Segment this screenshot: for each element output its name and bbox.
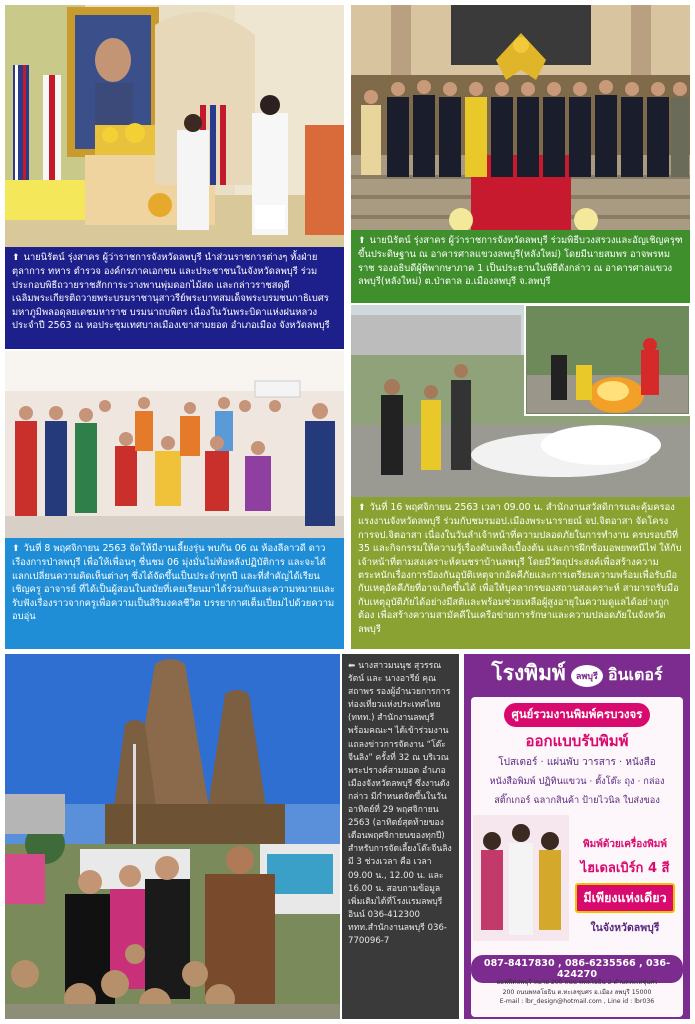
ad-brand-logo: ลพบุรี — [571, 665, 603, 687]
ad-models-photo — [473, 815, 569, 941]
ad-brand-tail: อินเตอร์ — [607, 665, 663, 684]
monkey-temple-illustration — [5, 654, 340, 1019]
fire-drill-illustration — [351, 305, 690, 497]
story3-caption-box — [5, 538, 344, 649]
story4-caption-box — [351, 497, 690, 649]
photo-monkey-temple — [5, 654, 340, 1019]
story3-caption: วันที่ 8 พฤศจิกายน 2563 จัดให้มีงานเลี้ยงรุ่น พบกัน 06 ณ ห้องลีลาวดี ดาวเรืองการป่าลพบุรี เพื่อให้เพื่อนๆ ชื่นชม 06 มุ่งมั่นไม่ท้อหลังปฏิบัติการ และจะได้แลกเปลี่ยนความคิดเห็นต่างๆ ซึ่งได้จัดขึ้นเป็นประจำทุกปี และที่สำคัญได้เรียนเชิญครู อาจารย์ ที่ได้เป็นผู้สอนในสมัยที่เคยเรียนมาได้ร่วมกันและความหมายและรับฟังเรื่องราวจากครูเพื่อความเป็นสิริมงคลชีวิต บรรยากาศเต็มเปี่ยมไปด้วยความอบอุ่น — [12, 543, 336, 623]
arrow-left-icon: ⬅ — [348, 661, 356, 671]
ad-brand-main: โรงพิมพ์ — [491, 660, 566, 685]
story2-caption: นายนิรัตน์ รุ่งสาคร ผู้ว่าราชการจังหวัดลพบุรี ร่วมพิธีบวงสรวงและอัญเชิญครุฑขึ้นประดิษฐาน ณ อาคารศาลแขวงลพบุรี(หลังใหม่) โดยมีนายสมพร อาจพรหมราช รองอธิบดีผู้พิพากษาภาค 1 เป็นประธานในพิธีดังกล่าว ณ อาคารศาลแขวงลพบุรี(หลังใหม่) ต.ป่าตาล อ.เมืองลพบุรี จ.ลพบุรี — [358, 235, 683, 288]
story5-text: นางสาวมนนุช สุวรรณรัตน์ และ นางอารีย์ คุณสถาพร รองผู้อำนวยการการท่องเที่ยวแห่งประเทศไทย (ททท.) สำนักงานลพบุรี พร้อมคณะฯ ได้เข้าร่วมงานแถลงข่าวการจัดงาน “โต๊ะจีนลิง” ครั้งที่ 32 ณ บริเวณพระปรางค์สามยอด อำเภอเมืองจังหวัดลพบุรี ซึ่งงานดังกล่าว มีกำหนดจัดขึ้นในวันอาทิตย์ที่ 29 พฤศจิกายน 2563 (อาทิตย์สุดท้ายของเดือนพฤศจิกายนของทุกปี) สำหรับการจัดเลี้ยงโต๊ะจีนลิงมี 3 ช่วงเวลา คือ เวลา 09.00 น., 12.00 น. และ 16.00 น. สอบถามข้อมูลเพิ่มเติมได้ที่โรงแรมลพบุรีอินน์ 036-412300 ททท.สำนักงานลพบุรี 036-770096-7 — [348, 661, 452, 946]
ad-service-line-3: สติ๊กเกอร์ ฉลากสินค้า ป้ายไวนิล ใบส่งของ — [494, 795, 660, 806]
print-shop-advertisement — [464, 654, 690, 1019]
arrow-icon: ⬆ — [12, 544, 20, 554]
ad-email-line[interactable]: E-mail : lbr_design@hotmail.com , Line id : lbr036 — [499, 998, 655, 1005]
reunion-group-illustration — [5, 351, 344, 538]
story4-caption: วันที่ 16 พฤศจิกายน 2563 เวลา 09.00 น. สำนักงานสวัสดิการและคุ้มครองแรงงานจังหวัดลพบุรี ร่วมกับชมรมอป.เมืองพระนารายณ์ จป.จิตอาสา จัดโครงการจป.จิตอาสา เนื่องในวันลำเจ้าหน้าที่ความปลอดภัยในการทำงาน ครบรอบปีที่ 35 และกิจกรรมให้ความรู้เรื่องดับเพลิงเบื้องต้น และการฝึกซ้อมอพยพหนีไฟ ให้กับเจ้าหน้าที่ตามสงเคราะห์คนชราบ้านลพบุรี โดยมีวัตถุประสงค์เพื่อสร้างความตระหนักเรื่องการป้องกันอุบัติเหตุจากอัคคีภัยและการเตรียมความพร้อมเพื่อรับมือกับเหตุอัคคีภัยที่อาจเกิดขึ้นได้ เพื่อให้บุคลากรของสถานสงเคราะห์ สามารถรับมือกับเหตุอุบัติภัยได้อย่างมีสติและพร้อมช่วยเหลือผู้สูงอายุในความดูแลได้อย่างถูกต้อง เพื่อสร้างความสามัคคีในเครือข่ายการรักษาและความปลอดภัยในจังหวัดลพบุรี — [358, 502, 682, 635]
ad-brand-header — [464, 654, 690, 694]
ad-tag-4: ในจังหวัดลพบุรี — [590, 922, 660, 934]
photo-fire-drill — [351, 305, 690, 497]
arrow-icon: ⬆ — [358, 503, 366, 513]
ad-service-line-2: หนังสือพิมพ์ ปฏิทินแขวน · ตั้งโต๊ะ ถุง · กล่อง — [489, 776, 665, 787]
ad-phone-numbers[interactable]: 087-8417830 , 086-6235566 , 036-424270 — [471, 955, 683, 983]
ad-tag-2: ไฮเดลเบิร์ก 4 สี — [580, 861, 670, 876]
ad-tag-3: มีเพียงแห่งเดียว — [575, 883, 674, 913]
ad-tag-1: พิมพ์ด้วยเครื่องพิมพ์ — [583, 839, 667, 850]
photo-reunion-group — [5, 351, 344, 538]
ad-address-2: 200 ถนนพหลโยธิน ต.ทะเลชุบศร อ.เมือง ลพบุรี 15000 — [502, 989, 652, 996]
ad-headline-1: ศูนย์รวมงานพิมพ์ครบวงจร — [504, 703, 651, 727]
ad-models-illustration — [473, 815, 569, 941]
court-group-illustration — [351, 5, 690, 230]
arrow-icon: ⬆ — [12, 253, 20, 263]
ceremony-portrait-illustration — [5, 5, 344, 247]
ad-service-line-1: โปสเตอร์ · แผ่นพับ วารสาร · หนังสือ — [498, 757, 656, 768]
arrow-icon: ⬆ — [358, 236, 366, 246]
ad-content-panel — [471, 697, 683, 1017]
story2-caption-box — [351, 230, 690, 303]
photo-ceremony-portrait — [5, 5, 344, 247]
photo-court-group — [351, 5, 690, 230]
ad-address-1: ออฟฟิศลพบุรี หมาย 200 ถนน พหลโยธิน 2 ตำบลทะเลชุบศร — [496, 979, 658, 986]
ad-headline-2: ออกแบบรับพิมพ์ — [525, 732, 629, 750]
story5-text-column — [342, 654, 459, 1019]
story1-caption-box — [5, 247, 344, 349]
story1-caption: นายนิรัตน์ รุ่งสาคร ผู้ว่าราชการจังหวัดลพบุรี นำส่วนราชการต่างๆ ทั้งฝ่ายตุลาการ ทหาร ตำรวจ องค์กรภาคเอกชน และประชาชนในจังหวัดลพบุรี ร่วมประกอบพิธีถวายราชสักการะวางพานพุ่มดอกไม้สด และกล่าวราชสดุดีเฉลิมพระเกียรติถวายพระบรมราชานุสาวรีย์พระบาทสมเด็จพระบรมชนกาธิเบศร มหาภูมิพลอดุลยเดชมหาราช บรมนาถบพิตร เนื่องในวันพระบิดาแห่งฝนหลวง ประจำปี 2563 ณ หอประชุมเทศบาลเมืองเขาสามยอด อำเภอเมือง จังหวัดลพบุรี — [12, 252, 330, 332]
